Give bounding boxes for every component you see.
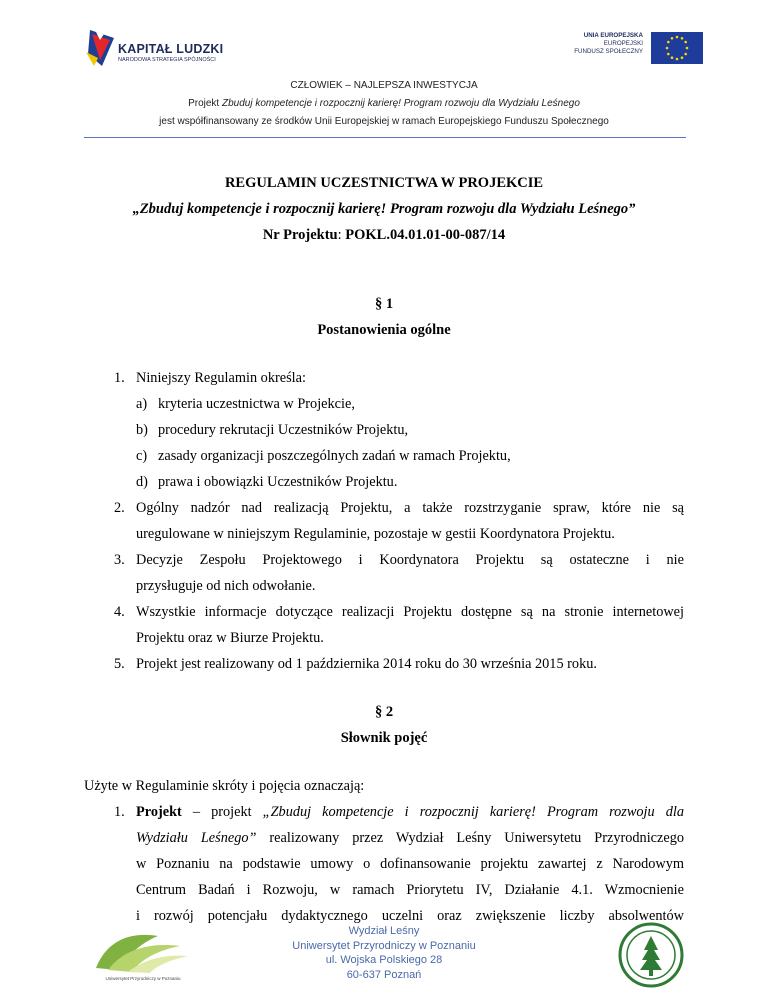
eu-flag-icon <box>651 32 703 64</box>
footer-street: ul. Wojska Polskiego 28 <box>325 954 443 966</box>
definition-line-5: i rozwój potencjału dydaktycznego uczelni oraz zwiększenie liczby absolwentów <box>136 908 684 924</box>
eu-line3: FUNDUSZ SPOŁECZNY <box>574 48 643 55</box>
faculty-seal-logo <box>618 922 684 988</box>
kapital-ludzki-icon <box>84 28 118 68</box>
project-number-label: Nr Projektu <box>262 227 338 243</box>
kapital-ludzki-subtitle: NARODOWA STRATEGIA SPÓJNOŚCI <box>118 57 216 63</box>
project-number-sep: : <box>337 227 346 243</box>
kapital-ludzki-logo <box>84 28 234 76</box>
list-item: 5. <box>114 656 125 672</box>
footer-city: 60-637 Poznań <box>346 968 422 981</box>
list-item-text: zasady organizacji poszczególnych zadań w ramach Projektu, <box>158 448 511 464</box>
definition-line-2: Wydziału Leśnego” realizowany przez Wydział Leśny Uniwersytetu Przyrodniczego <box>136 830 685 846</box>
definition-term: Projekt <box>136 804 182 820</box>
eu-line1: UNIA EUROPEJSKA <box>583 32 643 39</box>
section1-mark: § 1 <box>374 296 394 312</box>
list-item-text: procedury rekrutacji Uczestników Projektu, <box>158 422 409 438</box>
list-item: 3. <box>114 552 125 568</box>
section2-heading: Słownik pojęć <box>340 730 428 746</box>
list-item: 2. <box>114 500 125 516</box>
list-item-text: Decyzje Zespołu Projektowego i Koordynatora Projektu są ostateczne i nie <box>136 552 684 568</box>
list-item: c) <box>136 448 148 464</box>
eu-logo-text <box>574 32 643 56</box>
footer-faculty: Wydział Leśny <box>348 925 420 937</box>
header-cofinancing-line: jest współfinansowany ze środków Unii Europejskiej w ramach Europejskiego Funduszu Społecznego <box>159 116 609 127</box>
section2-mark: § 2 <box>374 704 394 720</box>
university-logo <box>88 928 198 986</box>
header-slogan: CZŁOWIEK – NAJLEPSZA INWESTYCJA <box>290 80 478 91</box>
header-project-prefix: Projekt <box>188 98 222 109</box>
list-item-text: kryteria uczestnictwa w Projekcie, <box>158 396 355 412</box>
list-item-text: Niniejszy Regulamin określa: <box>136 370 306 386</box>
list-item: a) <box>136 396 148 412</box>
list-item-text-cont: przysługuje od nich odwołanie. <box>136 578 316 594</box>
section2-intro: Użyte w Regulaminie skróty i pojęcia oznaczają: <box>84 778 365 794</box>
list-item-text: Wszystkie informacje dotyczące realizacji Projektu dostępne są na stronie internetowej <box>136 604 684 620</box>
definition-line-3: w Poznaniu na podstawie umowy o dofinansowanie projektu zawartej z Narodowym <box>136 856 684 872</box>
list-item: b) <box>136 422 148 438</box>
university-logo-icon <box>88 928 198 974</box>
list-item-text-cont: uregulowane w niniejszym Regulaminie, pozostaje w gestii Koordynatora Projektu. <box>136 526 615 542</box>
header-divider <box>84 137 686 138</box>
eu-line2: EUROPEJSKI <box>603 40 643 47</box>
footer-university: Uniwersytet Przyrodniczy w Poznaniu <box>292 939 476 952</box>
section1-heading: Postanowienia ogólne <box>317 322 451 338</box>
document-title: REGULAMIN UCZESTNICTWA W PROJEKCIE <box>224 175 544 191</box>
project-number <box>0 227 768 244</box>
definition-line-1: Projekt – projekt „Zbuduj kompetencje i rozpocznij karierę! Program rozwoju dla <box>136 804 684 820</box>
header-project-line <box>0 98 768 109</box>
university-logo-caption: Uniwersytet Przyrodniczy w Poznaniu <box>105 976 181 981</box>
list-item-text-cont: Projektu oraz w Biurze Projektu. <box>136 630 324 646</box>
kapital-ludzki-title: KAPITAŁ LUDZKI <box>118 42 224 56</box>
header-project-title: Zbuduj kompetencje i rozpocznij karierę! Program rozwoju dla Wydziału Leśnego <box>221 98 580 109</box>
list-item: 1. <box>114 804 125 820</box>
project-name: „Zbuduj kompetencje i rozpocznij karierę! Program rozwoju dla Wydziału Leśnego” <box>132 201 636 217</box>
eu-logo <box>568 30 703 64</box>
list-item-text: prawa i obowiązki Uczestników Projektu. <box>158 474 398 490</box>
project-number-value: POKL.04.01.01-00-087/14 <box>345 227 506 243</box>
list-item: 1. <box>114 370 125 386</box>
list-item: d) <box>136 474 148 490</box>
list-item: 4. <box>114 604 125 620</box>
faculty-seal-icon <box>618 922 684 988</box>
definition-line-4: Centrum Badań i Rozwoju, w ramach Priorytetu IV, Działanie 4.1. Wzmocnienie <box>136 882 684 898</box>
list-item-text: Ogólny nadzór nad realizacją Projektu, a także rozstrzyganie spraw, które nie są <box>136 500 684 516</box>
list-item-text: Projekt jest realizowany od 1 października 2014 roku do 30 września 2015 roku. <box>136 656 597 672</box>
